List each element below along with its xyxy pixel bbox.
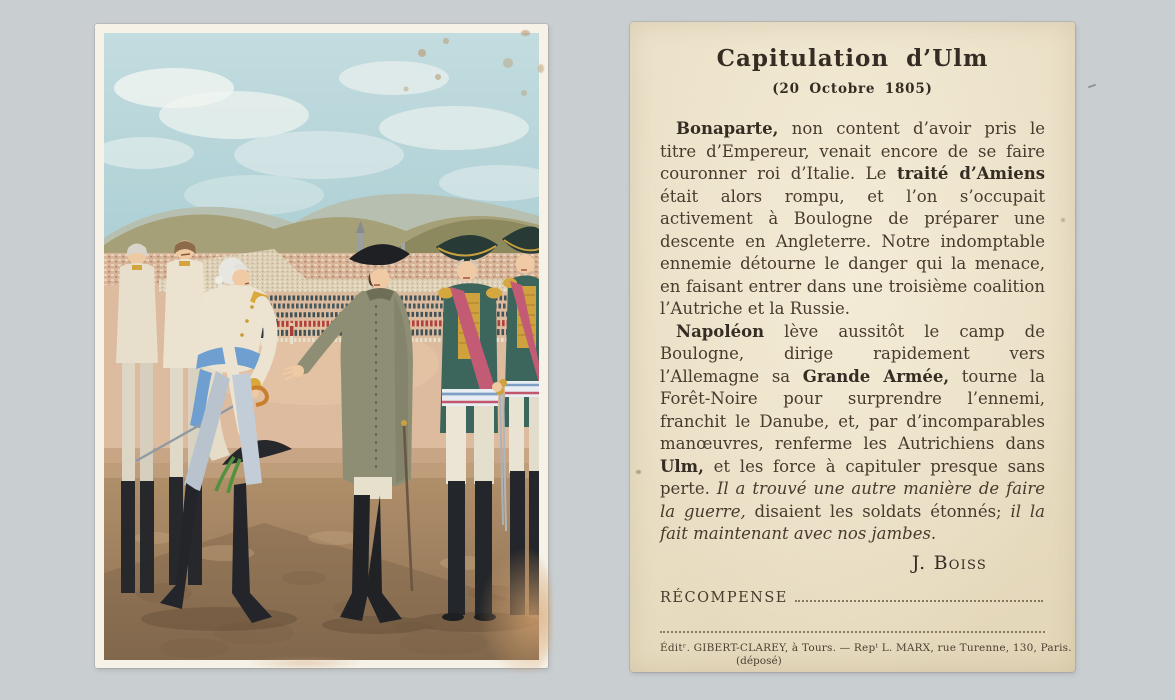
card-speck — [1061, 218, 1065, 222]
card-subtitle: (20 Octobre 1805) — [772, 81, 933, 97]
card-paragraph: Bonaparte, non content d’avoir pris le titre d’Empereur, venait encore de se faire couronner roi d’Italie. Le traité d’Amiens était alors rompu, et l’on s’occupait activement à Boulogne de préparer une descente en Angleterre. Notre indomptable ennemie détourne le danger qui la menace, en faisant entrer dans une troisième coalition l’Autriche et la Russie. — [660, 119, 1046, 318]
recompense-label: RÉCOMPENSE — [660, 589, 788, 606]
card-body-text — [660, 118, 1045, 546]
background-scratch — [1088, 84, 1096, 89]
recompense-fill-in-line — [795, 599, 1043, 602]
publisher-line: Éditʳ. GIBERT-CLAREY, à Tours. — Repᵗ L. MARX, rue Turenne, 130, Paris. — [660, 641, 1072, 654]
card-speck — [636, 470, 641, 474]
depose-note: (déposé) — [736, 654, 782, 667]
border-speck — [521, 30, 530, 36]
border-speck — [538, 64, 544, 73]
recompense-row — [660, 590, 1045, 606]
card-paragraph: Napoléon lève aussitôt le camp de Boulogne, dirige rapidement vers l’Allemagne sa Grande Armée, tourne la Forêt-Noire pour surprendre l’ennemi, franchit le Danube, et, par d’incomparables manœuvres, renferme les Autrichiens dans Ulm, et les force à capituler presque sans perte. Il a trouvé une autre manière de faire la guerre, disaient les soldats étonnés; il la fait maintenant avec nos jambes. — [660, 321, 1046, 543]
card-signature: J. Boiss — [911, 551, 987, 574]
dotted-rule — [660, 630, 1045, 633]
trade-card-front — [95, 24, 548, 668]
card-title: Capitulation d’Ulm — [716, 45, 989, 72]
ulm-surrender-illustration — [104, 33, 539, 660]
trade-card-back — [630, 22, 1075, 672]
